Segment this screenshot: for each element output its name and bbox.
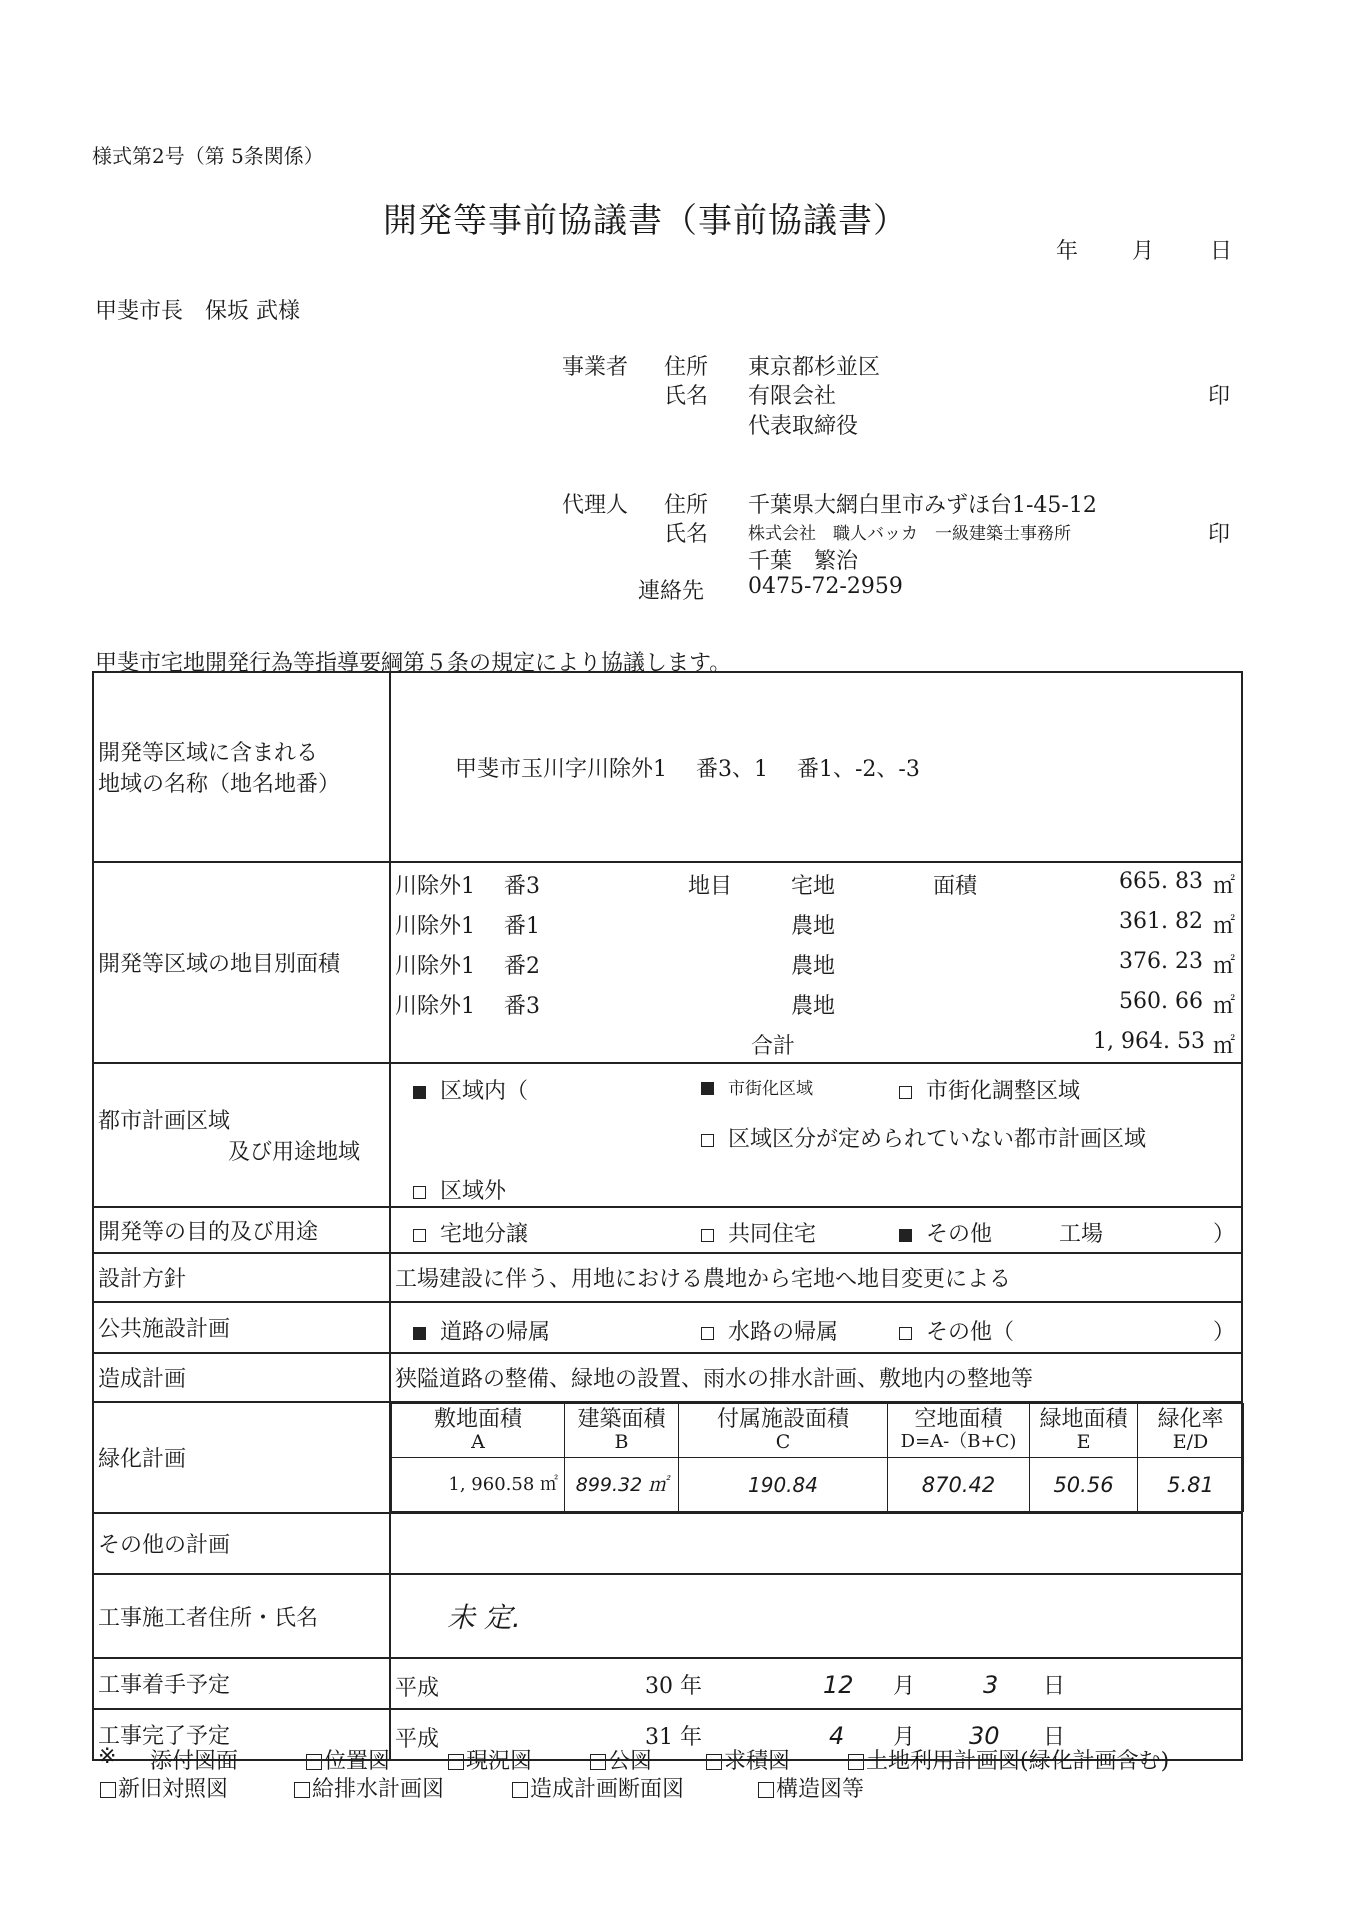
attach-cadastral-map[interactable]	[590, 1744, 652, 1775]
land-total-label: 合計	[751, 1034, 796, 1059]
chimoku-label: 地目	[688, 874, 733, 899]
green-site-area: 1, 960.58 ㎡	[392, 1458, 565, 1512]
attach-current-map-label: 現況図	[466, 1749, 533, 1774]
checkbox-icon	[701, 1134, 714, 1147]
purpose-other-label: その他	[926, 1222, 993, 1247]
city-plan-cell	[390, 1063, 1242, 1207]
end-day-unit: 日	[1043, 1725, 1066, 1750]
checkbox-icon	[294, 1782, 310, 1798]
city-inside-label: 区域内（	[440, 1079, 529, 1104]
green-green-area: 50.56	[1030, 1458, 1138, 1512]
checkbox-icon	[899, 1327, 912, 1340]
area-name-label-1: 開発等区域に含まれる	[98, 741, 319, 766]
area-name-label-cell	[93, 672, 390, 862]
land-total-unit: ㎡	[1213, 1034, 1236, 1059]
checkbox-icon	[448, 1754, 464, 1770]
city-urban-label: 市街化区域	[728, 1079, 813, 1099]
purpose-close-paren: ）	[1213, 1222, 1236, 1247]
city-control-option[interactable]	[899, 1074, 1080, 1105]
city-control-label: 市街化調整区域	[926, 1079, 1081, 1104]
date-year: 年	[1056, 239, 1079, 264]
purpose-other-option[interactable]	[899, 1217, 992, 1248]
land-area-1: 665. 83	[1119, 869, 1203, 894]
contractor-label: 工事施工者住所・氏名	[93, 1574, 390, 1658]
start-cell	[390, 1658, 1242, 1709]
start-month-unit: 月	[893, 1674, 916, 1699]
land-use-cell	[390, 862, 1242, 1063]
attach-structure-label: 構造図等	[776, 1777, 865, 1802]
contractor-cell	[390, 1574, 1242, 1658]
green-header-e-bottom: E	[1076, 1430, 1091, 1453]
city-undivided-option[interactable]	[701, 1122, 1146, 1153]
green-header-b-bottom: B	[614, 1430, 629, 1453]
attach-area-calc-label: 求積図	[724, 1749, 791, 1774]
grading-value: 狭隘道路の整備、緑地の設置、雨水の排水計画、敷地内の整地等	[395, 1367, 1034, 1392]
agent-role: 代理人	[562, 493, 629, 518]
agent-address: 千葉県大網白里市みずほ台1-45-12	[748, 493, 1097, 518]
applicant-seal: 印	[1208, 384, 1231, 409]
attach-location-map-label: 位置図	[324, 1749, 391, 1774]
area-name-label-2: 地域の名称（地名地番）	[98, 772, 341, 797]
design-label: 設計方針	[93, 1253, 390, 1302]
checkbox-icon	[706, 1754, 722, 1770]
land-lot-3: 川除外1 番2	[395, 954, 540, 979]
green-accessory-area: 190.84	[679, 1458, 888, 1512]
applicant-address-label: 住所	[664, 355, 709, 380]
attach-location-map[interactable]	[306, 1744, 390, 1775]
attach-land-use-plan[interactable]	[848, 1744, 1169, 1775]
applicant-name-label: 氏名	[664, 384, 709, 409]
applicant-role: 事業者	[562, 355, 629, 380]
attach-old-new[interactable]	[100, 1772, 228, 1803]
public-other-label: その他（	[926, 1320, 1015, 1345]
city-plan-label-2: 及び用途地域	[228, 1140, 361, 1165]
end-label: 工事完了予定	[93, 1709, 390, 1760]
land-lot-2: 川除外1 番1	[395, 914, 540, 939]
area-name-value-cell	[390, 672, 1242, 862]
land-unit-1: ㎡	[1213, 874, 1236, 899]
grading-label: 造成計画	[93, 1353, 390, 1402]
public-water-label: 水路の帰属	[728, 1320, 839, 1345]
checkbox-icon	[701, 1229, 714, 1242]
green-header-d-top: 空地面積	[914, 1406, 1003, 1432]
agent-address-label: 住所	[664, 493, 709, 518]
checkbox-icon	[899, 1086, 912, 1099]
agent-office: 株式会社 職人バッカ 一級建築士事務所	[748, 524, 1071, 544]
date-day: 日	[1210, 239, 1233, 264]
checkbox-icon	[306, 1754, 322, 1770]
land-type-2: 農地	[791, 914, 836, 939]
design-value: 工場建設に伴う、用地における農地から宅地へ地目変更による	[395, 1267, 1012, 1292]
attach-section-label: 造成計画断面図	[530, 1777, 685, 1802]
purpose-housing-option[interactable]	[413, 1217, 528, 1248]
grading-cell	[390, 1353, 1242, 1402]
green-header-a	[392, 1404, 565, 1458]
land-area-3: 376. 23	[1119, 949, 1203, 974]
intro-text: 甲斐市宅地開発行為等指導要綱第５条の規定により協議します。	[95, 651, 732, 676]
attach-drainage-label: 給排水計画図	[312, 1777, 445, 1802]
city-plan-label-1: 都市計画区域	[98, 1109, 231, 1134]
agent-seal: 印	[1208, 522, 1231, 547]
public-label: 公共施設計画	[93, 1302, 390, 1353]
checkbox-icon	[590, 1754, 606, 1770]
attach-drainage[interactable]	[294, 1772, 444, 1803]
end-year: 31 年	[645, 1725, 702, 1750]
application-table	[92, 671, 1243, 1761]
checked-box-icon	[899, 1229, 912, 1242]
green-header-c	[679, 1404, 888, 1458]
date-month: 月	[1132, 239, 1155, 264]
agent-name-label: 氏名	[664, 522, 709, 547]
start-era: 平成	[395, 1676, 440, 1701]
public-other-option[interactable]	[899, 1315, 1014, 1346]
attach-section[interactable]	[512, 1772, 684, 1803]
land-type-1: 宅地	[791, 874, 836, 899]
public-road-label: 道路の帰属	[440, 1320, 551, 1345]
public-close-paren: ）	[1213, 1320, 1236, 1345]
green-ratio: 5.81	[1138, 1458, 1244, 1512]
purpose-apartment-option[interactable]	[701, 1217, 816, 1248]
green-header-b	[565, 1404, 679, 1458]
green-header-b-top: 建築面積	[577, 1406, 666, 1432]
applicant-address: 東京都杉並区	[748, 355, 881, 380]
public-cell	[390, 1302, 1242, 1353]
attachment-label: 添付図面	[150, 1749, 239, 1774]
green-header-c-bottom: C	[775, 1430, 791, 1453]
checkbox-icon	[512, 1782, 528, 1798]
end-month-unit: 月	[893, 1725, 916, 1750]
land-type-4: 農地	[791, 994, 836, 1019]
end-day-value: 30	[969, 1722, 1000, 1750]
greening-cell	[390, 1402, 1242, 1513]
green-header-a-bottom: A	[471, 1430, 485, 1453]
greening-table	[391, 1403, 1244, 1512]
green-header-d	[888, 1404, 1030, 1458]
green-open-area: 870.42	[888, 1458, 1030, 1512]
start-year: 30 年	[645, 1674, 702, 1699]
addressee: 甲斐市長 保坂 武様	[95, 299, 300, 324]
purpose-label: 開発等の目的及び用途	[93, 1207, 390, 1253]
land-area-2: 361. 82	[1119, 909, 1203, 934]
attach-structure[interactable]	[758, 1772, 864, 1803]
agent-phone: 0475-72-2959	[748, 574, 903, 599]
checkbox-icon	[758, 1782, 774, 1798]
form-number: 様式第2号（第 5条関係）	[92, 144, 324, 168]
city-outside-option[interactable]	[413, 1174, 506, 1205]
purpose-housing-label: 宅地分譲	[440, 1222, 529, 1247]
checked-box-icon	[413, 1327, 426, 1340]
attach-current-map[interactable]	[448, 1744, 532, 1775]
start-month-value: 12	[823, 1671, 854, 1699]
green-building-area: 899.32 ㎡	[565, 1458, 679, 1512]
design-cell	[390, 1253, 1242, 1302]
checkbox-icon	[701, 1327, 714, 1340]
green-header-f	[1138, 1404, 1244, 1458]
city-urban-option[interactable]	[701, 1074, 813, 1100]
menseki-label: 面積	[933, 874, 978, 899]
city-plan-label-cell	[93, 1063, 390, 1207]
area-name-value: 甲斐市玉川字川除外1 番3、1 番1、-2、-3	[455, 756, 920, 782]
green-header-f-bottom: E/D	[1172, 1430, 1209, 1453]
land-total: 1, 964. 53	[1093, 1029, 1205, 1054]
land-type-3: 農地	[791, 954, 836, 979]
applicant-company: 有限会社	[748, 384, 837, 409]
city-undivided-label: 区域区分が定められていない都市計画区域	[728, 1127, 1147, 1152]
agent-contact-label: 連絡先	[638, 579, 705, 604]
green-header-a-top: 敷地面積	[433, 1406, 522, 1432]
green-header-f-top: 緑化率	[1157, 1406, 1224, 1432]
end-era: 平成	[395, 1727, 440, 1752]
green-header-d-bottom: D=A-（B+C)	[900, 1430, 1017, 1452]
end-month-value: 4	[829, 1722, 845, 1750]
attach-area-calc[interactable]	[706, 1744, 790, 1775]
contractor-value: 未 定.	[447, 1601, 521, 1634]
document-title: 開発等事前協議書（事前協議書）	[383, 201, 908, 241]
land-use-label: 開発等区域の地目別面積	[93, 862, 390, 1063]
checked-box-icon	[413, 1086, 426, 1099]
purpose-apartment-label: 共同住宅	[728, 1222, 817, 1247]
other-plan-cell	[390, 1513, 1242, 1574]
start-label: 工事着手予定	[93, 1658, 390, 1709]
start-day-unit: 日	[1043, 1674, 1066, 1699]
checkbox-icon	[413, 1186, 426, 1199]
land-lot-4: 川除外1 番3	[395, 994, 540, 1019]
land-unit-2: ㎡	[1213, 914, 1236, 939]
public-water-option[interactable]	[701, 1315, 838, 1346]
land-unit-3: ㎡	[1213, 954, 1236, 979]
land-unit-4: ㎡	[1213, 994, 1236, 1019]
checkbox-icon	[413, 1229, 426, 1242]
city-inside-option[interactable]	[413, 1074, 528, 1105]
checked-box-icon	[701, 1082, 714, 1095]
applicant-representative: 代表取締役	[748, 414, 859, 439]
start-day-value: 3	[983, 1671, 999, 1699]
city-outside-label: 区域外	[440, 1179, 507, 1204]
checkbox-icon	[848, 1754, 864, 1770]
land-lot-1: 川除外1 番3	[395, 874, 540, 899]
purpose-other-value: 工場	[1059, 1222, 1104, 1247]
attachment-mark: ※	[98, 1744, 117, 1769]
green-header-e	[1030, 1404, 1138, 1458]
other-plan-label: その他の計画	[93, 1513, 390, 1574]
purpose-cell	[390, 1207, 1242, 1253]
greening-label: 緑化計画	[93, 1402, 390, 1513]
checkbox-icon	[100, 1782, 116, 1798]
green-header-c-top: 付属施設面積	[716, 1406, 849, 1432]
land-area-4: 560. 66	[1119, 989, 1203, 1014]
attach-land-use-plan-label: 土地利用計画図(緑化計画含む)	[866, 1749, 1170, 1774]
agent-person: 千葉 繁治	[748, 549, 859, 574]
attach-old-new-label: 新旧対照図	[118, 1777, 229, 1802]
public-road-option[interactable]	[413, 1315, 550, 1346]
green-header-e-top: 緑地面積	[1039, 1406, 1128, 1432]
attach-cadastral-map-label: 公図	[608, 1749, 653, 1774]
